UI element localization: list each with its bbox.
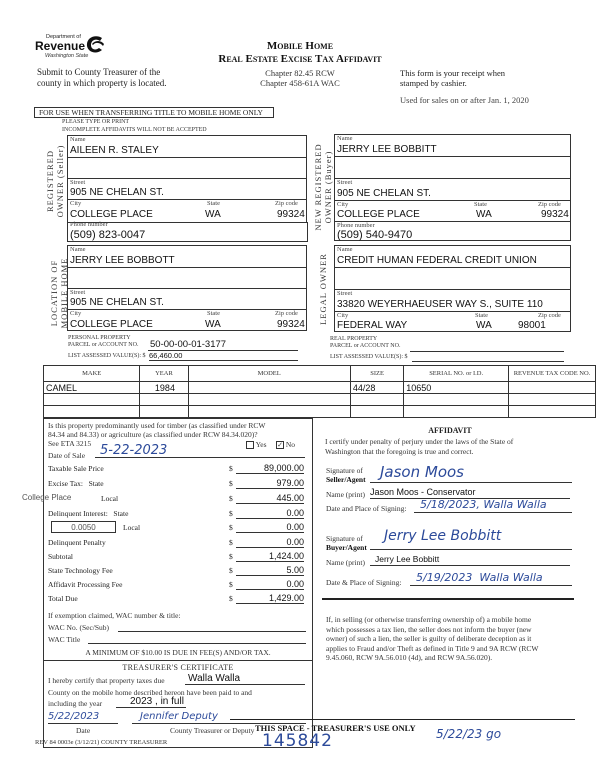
legal-owner-zip-field[interactable]: 98001 bbox=[518, 320, 546, 331]
subtotal-field[interactable]: 1,424.00 bbox=[236, 551, 304, 562]
legal-owner-state-field[interactable]: WA bbox=[476, 320, 492, 331]
fee-row-affidavit-processing-fee bbox=[48, 580, 308, 592]
affidavit-text bbox=[325, 437, 513, 457]
affidavit-divider bbox=[322, 598, 574, 600]
dollar-sign: $ bbox=[229, 538, 233, 547]
location-zip-field[interactable]: 99324 bbox=[277, 319, 305, 330]
delinquent-penalty-field[interactable]: 0.00 bbox=[236, 537, 304, 548]
legal-owner-label: LEGAL OWNER bbox=[318, 253, 328, 325]
seller-signature-label bbox=[326, 466, 366, 484]
location-city-field[interactable]: COLLEGE PLACE bbox=[70, 319, 153, 330]
date-of-sale-label: Date of Sale bbox=[48, 451, 86, 460]
lien-warning-line-5: 9.45.060, RCW 9A.56.010 (4d), and RCW 9A.56.020). bbox=[326, 653, 493, 662]
seller-state-label: State bbox=[207, 200, 220, 207]
fee-label: Affidavit Processing Fee bbox=[48, 580, 123, 589]
cert-line-3: including the year bbox=[48, 699, 103, 708]
year-cell[interactable]: 1984 bbox=[140, 382, 188, 394]
seller-name-print-label: Name (print) bbox=[326, 490, 365, 499]
fee-row-subtotal bbox=[48, 552, 308, 564]
cert-signature[interactable]: Jennifer Deputy bbox=[132, 711, 306, 724]
yes-label: Yes bbox=[255, 440, 267, 449]
dollar-sign: $ bbox=[229, 509, 233, 518]
buyer-date-place-label: Date & Place of Signing: bbox=[326, 578, 402, 587]
logo-line-3: Washington State bbox=[45, 53, 89, 59]
no-checkbox-box[interactable]: ✓ bbox=[277, 441, 283, 450]
seller-state-field[interactable]: WA bbox=[205, 209, 221, 220]
seller-street-label: Street bbox=[70, 179, 86, 186]
receipt-number: 145842 bbox=[262, 731, 333, 751]
seller-phone-label: Phone number bbox=[70, 221, 108, 228]
seller-city-label: City bbox=[70, 200, 82, 207]
seller-label-1: REGISTERED bbox=[45, 150, 55, 212]
submit-note-line-2: county in which property is located. bbox=[37, 78, 167, 88]
fee-row-excise-local bbox=[48, 494, 308, 506]
model-cell[interactable] bbox=[188, 394, 350, 406]
treasurer-use-label: THIS SPACE - TREASURER'S USE ONLY bbox=[255, 723, 416, 733]
year-cell[interactable] bbox=[140, 394, 188, 406]
fee-label: Local bbox=[123, 523, 141, 532]
col-year: YEAR bbox=[140, 366, 188, 382]
used-for-note: Used for sales on or after Jan. 1, 2020 bbox=[400, 95, 529, 105]
transfer-only-text: FOR USE WHEN TRANSFERRING TITLE TO MOBILE HOME ONLY bbox=[39, 108, 263, 117]
seller-zip-label: Zip code bbox=[275, 200, 298, 207]
fee-row-excise-state bbox=[48, 479, 308, 491]
make-cell[interactable] bbox=[44, 406, 140, 418]
wac-title-label: WAC Title bbox=[48, 635, 81, 644]
title-line-1: Mobile Home bbox=[266, 40, 334, 52]
see-eta-note: See ETA 3215 bbox=[48, 439, 92, 448]
cert-year-field[interactable]: 2023 , in full bbox=[116, 696, 186, 708]
fee-label: Local bbox=[101, 494, 119, 503]
tax-code-cell[interactable] bbox=[509, 394, 596, 406]
cert-date-field[interactable]: 5/22/2023 bbox=[48, 711, 118, 724]
location-label-2: MOBILE HOME bbox=[59, 257, 69, 329]
fee-label: Total Due bbox=[48, 594, 78, 603]
local-rate-field[interactable]: 0.0050 bbox=[51, 521, 116, 533]
receipt-note-line-1: This form is your receipt when bbox=[400, 68, 506, 78]
seller-label-2: OWNER (Seller) bbox=[55, 144, 65, 218]
model-cell[interactable] bbox=[188, 406, 350, 418]
seller-zip-field[interactable]: 99324 bbox=[277, 209, 305, 220]
title-line-2: Real Estate Excise Tax Affidavit bbox=[218, 53, 382, 65]
timber-question-line-2: 84.34 and 84.33) or agriculture (as classified under RCW 84.34.020)? bbox=[48, 430, 258, 439]
year-cell[interactable] bbox=[140, 406, 188, 418]
seller-name-label: Name bbox=[70, 136, 86, 143]
minimum-note: A MINIMUM OF $10.00 IS DUE IN FEE(S) AND/OR TAX. bbox=[85, 648, 271, 657]
location-state-label: State bbox=[207, 310, 220, 317]
rp-assessed-label: LIST ASSESSED VALUE(S): $ bbox=[330, 354, 408, 360]
location-city-label: City bbox=[70, 310, 82, 317]
seller-sig-label-2: Seller/Agent bbox=[326, 475, 366, 484]
treasurer-use-divider bbox=[230, 719, 575, 720]
delinquent-interest-local-field[interactable]: 0.00 bbox=[236, 522, 304, 533]
real-property-block bbox=[330, 336, 575, 364]
chapters bbox=[230, 68, 370, 88]
fee-row-delinquent-interest-state bbox=[48, 509, 308, 521]
dollar-sign: $ bbox=[229, 594, 233, 603]
type-or-print-notice: PLEASE TYPE OR PRINT bbox=[62, 119, 130, 125]
buyer-name-print-label: Name (print) bbox=[326, 558, 365, 567]
rp-label-2: PARCEL or ACCOUNT NO. bbox=[330, 343, 401, 349]
buyer-state-field[interactable]: WA bbox=[476, 209, 492, 220]
timber-question-line-1: Is this property predominantly used for timber (as classified under RCW bbox=[48, 421, 266, 430]
seller-section-label bbox=[45, 141, 67, 221]
seller-street-field[interactable]: 905 NE CHELAN ST. bbox=[70, 187, 164, 198]
receipt-note bbox=[400, 68, 505, 88]
buyer-signature-label bbox=[326, 534, 367, 552]
wac-title-field[interactable] bbox=[88, 635, 306, 644]
pp-parcel-field[interactable]: 50-00-00-01-3177 bbox=[148, 339, 298, 351]
chapter-wac: Chapter 458-61A WAC bbox=[260, 78, 340, 88]
buyer-zip-label: Zip code bbox=[538, 201, 561, 208]
rp-parcel-field[interactable] bbox=[410, 340, 564, 352]
legal-owner-zip-label: Zip code bbox=[538, 312, 561, 319]
dollar-sign: $ bbox=[229, 552, 233, 561]
seller-sig-label-1: Signature of bbox=[326, 466, 363, 475]
location-label-1: LOCATION OF bbox=[49, 259, 59, 327]
dollar-sign: $ bbox=[229, 523, 233, 532]
buyer-zip-field[interactable]: 99324 bbox=[541, 209, 569, 220]
col-serial: SERIAL NO. or I.D. bbox=[404, 366, 509, 382]
legal-owner-section-label bbox=[318, 249, 330, 329]
make-cell[interactable]: CAMEL bbox=[44, 382, 140, 394]
delinquent-interest-state-field[interactable]: 0.00 bbox=[236, 508, 304, 519]
fee-row-total-due bbox=[48, 594, 308, 606]
dollar-sign: $ bbox=[229, 566, 233, 575]
submit-note bbox=[37, 67, 166, 89]
wac-no-field[interactable] bbox=[118, 623, 306, 632]
table-row bbox=[44, 406, 596, 418]
buyer-street-field[interactable]: 905 NE CHELAN ST. bbox=[337, 188, 431, 199]
pp-label-1: PERSONAL PROPERTY bbox=[68, 335, 131, 341]
taxable-sale-price-field[interactable]: 89,000.00 bbox=[236, 463, 304, 474]
buyer-city-field[interactable]: COLLEGE PLACE bbox=[337, 209, 420, 220]
fee-label: Excise Tax: State bbox=[48, 479, 104, 488]
fee-row-state-technology-fee bbox=[48, 566, 308, 578]
seller-phone-field[interactable]: (509) 823-0047 bbox=[70, 229, 146, 241]
rp-label-1: REAL PROPERTY bbox=[330, 336, 378, 342]
buyer-sig-label-1: Signature of bbox=[326, 534, 363, 543]
no-label: No bbox=[285, 440, 296, 449]
seller-name-print-field[interactable]: Jason Moos - Conservator bbox=[370, 487, 570, 499]
size-cell[interactable] bbox=[350, 406, 403, 418]
legal-owner-name-label: Name bbox=[337, 246, 353, 253]
buyer-name-print-field[interactable]: Jerry Lee Bobbitt bbox=[370, 554, 570, 566]
fee-label: Delinquent Penalty bbox=[48, 538, 106, 547]
buyer-label-1: NEW REGISTERED bbox=[313, 143, 323, 231]
size-cell[interactable] bbox=[350, 394, 403, 406]
lien-warning-line-3: owner) of such a lien, the seller is guilty of deliberate deception as it bbox=[326, 634, 532, 643]
rp-assessed-field[interactable] bbox=[412, 352, 564, 362]
seller-date-place-field[interactable]: 5/18/2023, Walla Walla bbox=[414, 498, 572, 513]
location-street-label: Street bbox=[70, 289, 86, 296]
affidavit-processing-fee-field[interactable]: 0.00 bbox=[236, 579, 304, 590]
fee-label: Delinquent Interest: State bbox=[48, 509, 129, 518]
table-row bbox=[44, 394, 596, 406]
mobile-home-table bbox=[43, 365, 596, 418]
form-id: REV 84 0003e (3/12/21) COUNTY TREASURER bbox=[35, 739, 168, 746]
submit-note-line-1: Submit to County Treasurer of the bbox=[37, 67, 161, 77]
dollar-sign: $ bbox=[229, 580, 233, 589]
location-name-field[interactable]: JERRY LEE BOBBOTT bbox=[70, 255, 175, 266]
chapter-rcw: Chapter 82.45 RCW bbox=[265, 68, 335, 78]
state-technology-fee-field[interactable]: 5.00 bbox=[236, 565, 304, 576]
legal-owner-city-field[interactable]: FEDERAL WAY bbox=[337, 320, 408, 331]
location-street-field[interactable]: 905 NE CHELAN ST. bbox=[70, 297, 164, 308]
seller-date-place-label: Date and Place of Signing: bbox=[326, 504, 407, 513]
pp-assessed-label: LIST ASSESSED VALUE(S): $ bbox=[68, 353, 146, 359]
buyer-state-label: State bbox=[474, 201, 487, 208]
date-of-sale-field[interactable]: 5-22-2023 bbox=[95, 444, 305, 458]
location-name-label: Name bbox=[70, 246, 86, 253]
excise-state-field[interactable]: 979.00 bbox=[236, 478, 304, 489]
dollar-sign: $ bbox=[229, 464, 233, 473]
excise-local-field[interactable]: 445.00 bbox=[236, 493, 304, 504]
total-due-field[interactable]: 1,429.00 bbox=[236, 593, 304, 604]
fee-row-delinquent-penalty bbox=[48, 538, 308, 550]
dor-swoosh-icon bbox=[84, 35, 106, 55]
model-cell[interactable] bbox=[188, 382, 350, 394]
pp-assessed-field[interactable]: 66,460.00 bbox=[149, 351, 298, 361]
lien-warning bbox=[326, 615, 538, 663]
fee-row-delinquent-interest-local bbox=[48, 523, 308, 535]
dollar-sign: $ bbox=[229, 494, 233, 503]
legal-owner-name-field[interactable]: CREDIT HUMAN FEDERAL CREDIT UNION bbox=[337, 255, 537, 266]
make-cell[interactable] bbox=[44, 394, 140, 406]
col-model: MODEL bbox=[188, 366, 350, 382]
buyer-date-place-field[interactable]: 5/19/2023 Walla Walla bbox=[410, 571, 572, 586]
logo-line-1: Department of bbox=[46, 34, 81, 40]
buyer-label-2: OWNER (Buyer) bbox=[323, 150, 333, 224]
treasurer-certificate-title: TREASURER'S CERTIFICATE bbox=[122, 663, 234, 672]
legal-owner-street-field[interactable]: 33820 WEYERHAEUSER WAY S., SUITE 110 bbox=[337, 299, 543, 310]
buyer-name-label: Name bbox=[337, 135, 353, 142]
serial-cell[interactable] bbox=[404, 394, 509, 406]
cert-line-2: County on the mobile home described hereon have been paid to and bbox=[48, 688, 252, 697]
logo-line-2: Revenue bbox=[35, 39, 86, 53]
location-code-name: College Place bbox=[22, 493, 72, 502]
location-state-field[interactable]: WA bbox=[205, 319, 221, 330]
seller-signature[interactable]: Jason Moos bbox=[370, 463, 572, 483]
buyer-phone-label: Phone number bbox=[337, 222, 375, 229]
affidavit-title: AFFIDAVIT bbox=[428, 426, 472, 435]
incomplete-notice: INCOMPLETE AFFIDAVITS WILL NOT BE ACCEPTED bbox=[62, 127, 207, 133]
stamp-date: 5/22/23 go bbox=[436, 727, 502, 741]
dollar-sign: $ bbox=[229, 479, 233, 488]
seller-city-field[interactable]: COLLEGE PLACE bbox=[70, 209, 153, 220]
buyer-section-label bbox=[313, 142, 335, 232]
legal-owner-street-label: Street bbox=[337, 290, 353, 297]
buyer-street-label: Street bbox=[337, 179, 353, 186]
wac-no-label: WAC No. (Sec/Sub) bbox=[48, 623, 110, 632]
lien-warning-line-1: If, in selling (or otherwise transferring ownership of) a mobile home bbox=[326, 615, 532, 624]
buyer-signature[interactable]: Jerry Lee Bobbitt bbox=[370, 528, 572, 550]
pp-label-2: PARCEL or ACCOUNT NO. bbox=[68, 342, 139, 348]
fee-row-taxable-sale-price bbox=[48, 464, 308, 476]
serial-cell[interactable] bbox=[404, 406, 509, 418]
exemption-label: If exemption claimed, WAC number & title: bbox=[48, 611, 181, 620]
receipt-note-line-2: stamped by cashier. bbox=[400, 78, 467, 88]
table-header-row bbox=[44, 366, 596, 382]
tax-code-cell[interactable] bbox=[509, 406, 596, 418]
legal-owner-city-label: City bbox=[337, 312, 349, 319]
seller-name-field[interactable]: AILEEN R. STALEY bbox=[70, 145, 159, 156]
transfer-only-notice bbox=[34, 107, 274, 118]
size-cell[interactable]: 44/28 bbox=[350, 382, 403, 394]
affidavit-text-line-2: Washington that the foregoing is true and correct. bbox=[325, 447, 474, 456]
fee-label: Taxable Sale Price bbox=[48, 464, 104, 473]
cert-line-1: I hereby certify that property taxes due bbox=[48, 676, 165, 685]
form-title bbox=[200, 40, 400, 66]
col-size: SIZE bbox=[350, 366, 403, 382]
affidavit-text-line-1: I certify under penalty of perjury under the laws of the State of bbox=[325, 437, 514, 446]
personal-property-block bbox=[68, 335, 308, 363]
cert-signer-label: County Treasurer or Deputy bbox=[170, 726, 255, 735]
buyer-sig-label-2: Buyer/Agent bbox=[326, 543, 367, 552]
lien-warning-line-2: which possesses a tax lien, the seller does not inform the buyer (new bbox=[326, 624, 532, 634]
cert-county-field[interactable]: Walla Walla bbox=[185, 673, 305, 685]
fee-label: Subtotal bbox=[48, 552, 74, 561]
dor-logo bbox=[35, 34, 115, 64]
cert-date-label: Date bbox=[76, 726, 91, 735]
buyer-city-label: City bbox=[337, 201, 349, 208]
legal-owner-state-label: State bbox=[475, 312, 488, 319]
buyer-name-field[interactable]: JERRY LEE BOBBITT bbox=[337, 144, 437, 155]
col-make: MAKE bbox=[44, 366, 140, 382]
lien-warning-line-4: applies to Fraud and/or Theft as defined in Title 9 and 9A RCW (RCW bbox=[326, 643, 539, 653]
serial-cell[interactable]: 10650 bbox=[404, 382, 509, 394]
tax-code-cell[interactable] bbox=[509, 382, 596, 394]
fee-label: State Technology Fee bbox=[48, 566, 113, 575]
table-row bbox=[44, 382, 596, 394]
buyer-phone-field[interactable]: (509) 540-9470 bbox=[337, 229, 413, 241]
location-zip-label: Zip code bbox=[275, 310, 298, 317]
col-revenue-tax-code: REVENUE TAX CODE NO. bbox=[509, 366, 596, 382]
